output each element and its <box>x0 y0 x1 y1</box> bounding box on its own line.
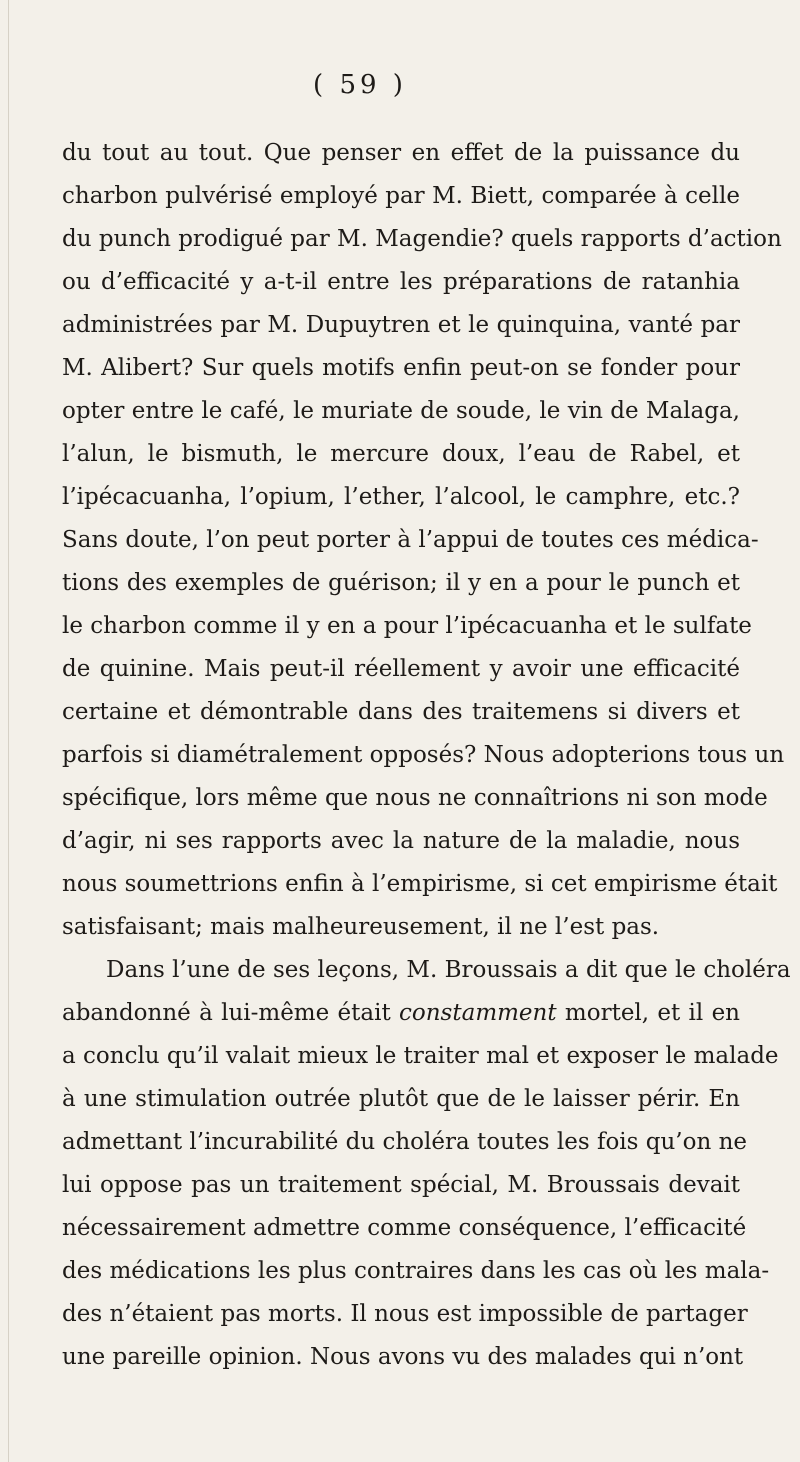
text-line: M. Alibert? Sur quels motifs enfin peut-on se fonder pour <box>62 355 740 381</box>
text-line: admettant l’incurabilité du choléra toutes les fois qu’on ne <box>62 1129 748 1155</box>
text-line: a conclu qu’il valait mieux le traiter mal et exposer le malade <box>62 1043 779 1069</box>
text-fragment: mortel, et il en <box>564 1000 740 1026</box>
page-number: ( 59 ) <box>313 70 407 100</box>
body-text <box>62 132 791 1379</box>
text-line: parfois si diamétralement opposés? Nous adopterions tous un <box>62 742 785 768</box>
text-line: à une stimulation outrée plutôt que de le laisser périr. En <box>62 1086 740 1112</box>
text-line: opter entre le café, le muriate de soude, le vin de Malaga, <box>62 398 740 424</box>
text-line: l’ipécacuanha, l’opium, l’ether, l’alcool, le camphre, etc.? <box>62 484 740 510</box>
text-line: spécifique, lors même que nous ne connaîtrions ni son mode <box>62 785 768 811</box>
text-line: du punch prodigué par M. Magendie? quels rapports d’action <box>62 226 782 252</box>
text-line: du tout au tout. Que penser en effet de la puissance du <box>62 140 740 166</box>
text-line: l’alun, le bismuth, le mercure doux, l’eau de Rabel, et <box>62 441 740 467</box>
text-line: une pareille opinion. Nous avons vu des malades qui n’ont <box>62 1344 744 1370</box>
page-edge-rule <box>8 0 9 1462</box>
text-line: Sans doute, l’on peut porter à l’appui de toutes ces médica- <box>62 527 759 553</box>
text-line: satisfaisant; mais malheureusement, il ne l’est pas. <box>62 914 660 940</box>
text-line: lui oppose pas un traitement spécial, M. Broussais devait <box>62 1172 740 1198</box>
text-line: le charbon comme il y en a pour l’ipécacuanha et le sulfate <box>62 613 752 639</box>
text-line: ou d’efficacité y a-t-il entre les préparations de ratanhia <box>62 269 740 295</box>
text-line: charbon pulvérisé employé par M. Biett, comparée à celle <box>62 183 740 209</box>
text-line: des n’étaient pas morts. Il nous est impossible de partager <box>62 1301 748 1327</box>
text-line-with-emphasis <box>62 992 740 1035</box>
text-line: des médications les plus contraires dans les cas où les mala- <box>62 1258 770 1284</box>
text-line: tions des exemples de guérison; il y en a pour le punch et <box>62 570 740 596</box>
emphasized-word: constamment <box>399 1000 557 1026</box>
text-line: de quinine. Mais peut-il réellement y avoir une efficacité <box>62 656 740 682</box>
text-fragment: abandonné à lui-même était <box>62 1000 391 1026</box>
text-line: d’agir, ni ses rapports avec la nature de la maladie, nous <box>62 828 740 854</box>
paragraph-first-line: Dans l’une de ses leçons, M. Broussais a dit que le choléra <box>106 957 791 983</box>
text-line: certaine et démontrable dans des traitemens si divers et <box>62 699 740 725</box>
text-line: nécessairement admettre comme conséquence, l’efficacité <box>62 1215 747 1241</box>
text-line: nous soumettrions enfin à l’empirisme, si cet empirisme était <box>62 871 778 897</box>
text-line: administrées par M. Dupuytren et le quinquina, vanté par <box>62 312 740 338</box>
